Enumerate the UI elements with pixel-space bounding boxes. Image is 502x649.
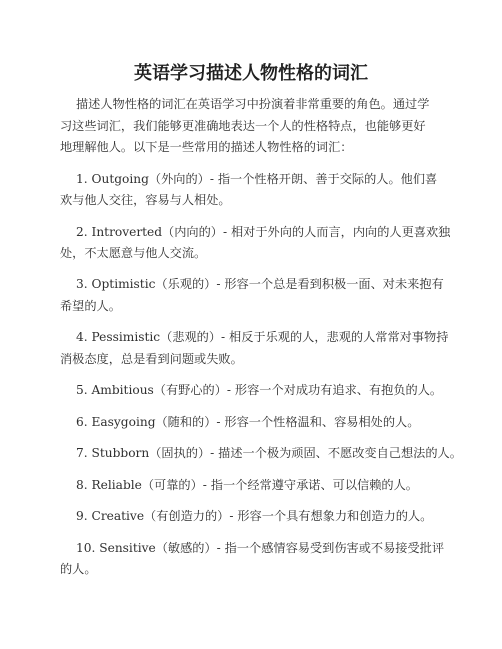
list-item-line: 3. Optimistic（乐观的）- 形容一个总是看到积极一面、对未来抱有 [76, 277, 444, 291]
list-item-line: 7. Stubborn（固执的）- 描述一个极为顽固、不愿改变自己想法的人。 [76, 446, 462, 460]
intro-line: 描述人物性格的词汇在英语学习中扮演着非常重要的角色。通过学 [76, 97, 430, 111]
list-item-line: 4. Pessimistic（悲观的）- 相反于乐观的人，悲观的人常常对事物持 [76, 330, 449, 344]
list-item-line: 10. Sensitive（敏感的）- 指一个感情容易受到伤害或不易接受批评 [76, 541, 445, 555]
list-item-line: 处，不太愿意与他人交流。 [60, 246, 207, 260]
list-item-line: 5. Ambitious（有野心的）- 形容一个对成功有追求、有抱负的人。 [76, 383, 443, 397]
list-item-line: 的人。 [60, 562, 97, 576]
list-item-line: 2. Introverted（内向的）- 相对于外向的人而言，内向的人更喜欢独 [76, 225, 451, 239]
list-item-line: 6. Easygoing（随和的）- 形容一个性格温和、容易相处的人。 [76, 415, 420, 429]
list-item-line: 欢与他人交往，容易与人相处。 [60, 193, 231, 207]
intro-line: 习这些词汇，我们能够更准确地表达一个人的性格特点，也能够更好 [60, 119, 426, 133]
list-item-line: 消极态度，总是看到问题或失败。 [60, 352, 243, 366]
intro-line: 地理解他人。以下是一些常用的描述人物性格的词汇： [60, 140, 353, 154]
list-item-line: 9. Creative（有创造力的）- 形容一个具有想象力和创造力的人。 [76, 509, 433, 523]
document-title: 英语学习描述人物性格的词汇 [134, 63, 368, 84]
list-item-line: 希望的人。 [60, 299, 121, 313]
list-item-line: 8. Reliable（可靠的）- 指一个经常遵守承诺、可以信赖的人。 [76, 478, 418, 492]
list-item-line: 1. Outgoing（外向的）- 指一个性格开朗、善于交际的人。他们喜 [76, 172, 438, 186]
